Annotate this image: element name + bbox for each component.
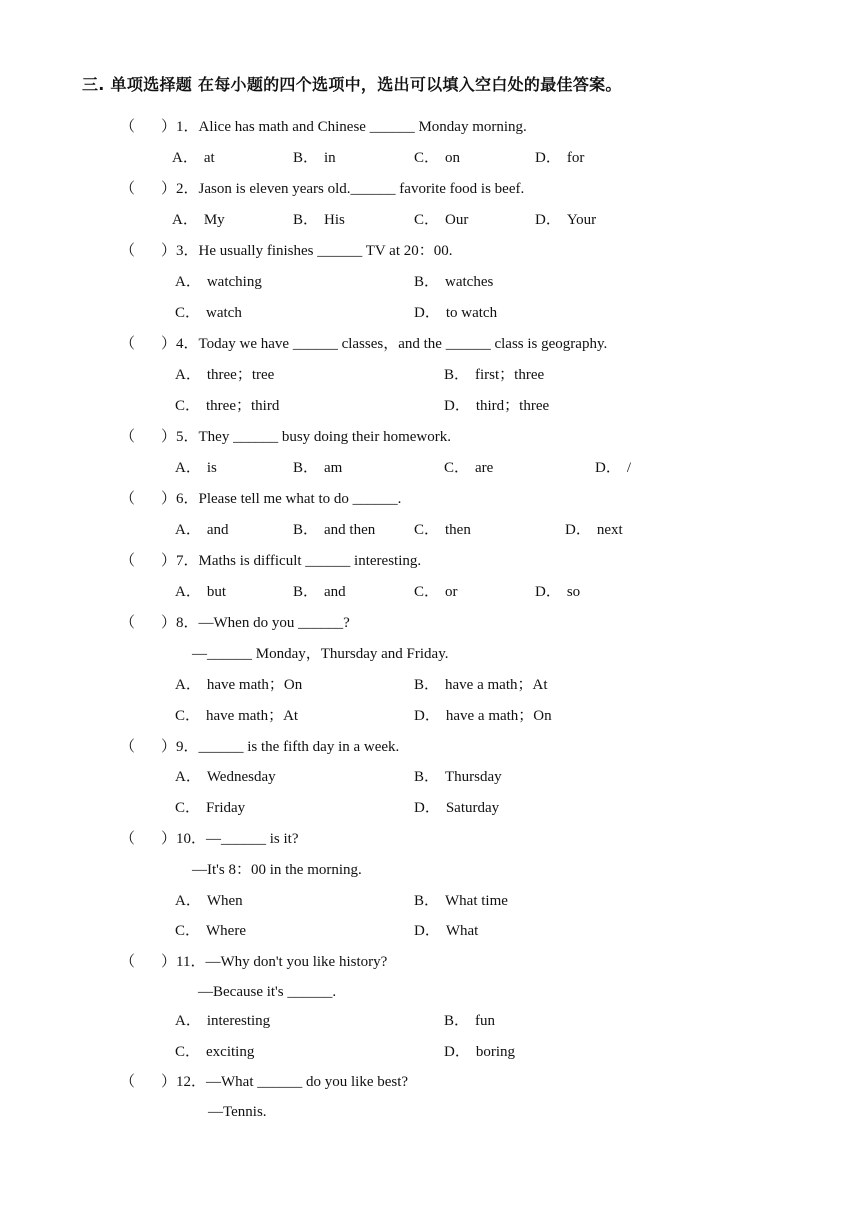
option-text: on bbox=[445, 150, 461, 166]
option-c bbox=[444, 459, 493, 477]
option-d bbox=[414, 799, 499, 817]
option-letter: D． bbox=[565, 522, 591, 538]
option-text: to watch bbox=[445, 305, 498, 321]
answer-paren-close: ） bbox=[161, 491, 177, 507]
option-letter: D． bbox=[535, 584, 561, 600]
question-stem: 10．—______ is it? bbox=[176, 831, 299, 847]
option-text: Where bbox=[206, 923, 246, 939]
question-stem: 1．Alice has math and Chinese ______ Monday morning. bbox=[176, 119, 527, 135]
answer-paren-close: ） bbox=[161, 336, 177, 352]
answer-paren-close: ） bbox=[161, 1074, 177, 1090]
option-b bbox=[293, 459, 342, 477]
option-text: My bbox=[203, 212, 225, 228]
option-letter: D． bbox=[535, 212, 561, 228]
option-letter: B． bbox=[444, 367, 470, 383]
option-c bbox=[175, 1043, 254, 1061]
answer-paren-open: （ bbox=[120, 243, 136, 259]
answer-paren-close: ） bbox=[161, 954, 177, 970]
option-letter: C． bbox=[414, 584, 440, 600]
option-b bbox=[293, 149, 336, 167]
option-letter: A． bbox=[175, 769, 201, 785]
option-letter: D． bbox=[444, 398, 470, 414]
option-text: three；tree bbox=[206, 367, 275, 383]
question-stem: 5．They ______ busy doing their homework. bbox=[176, 429, 451, 445]
option-letter: C． bbox=[444, 460, 470, 476]
option-a bbox=[175, 521, 229, 539]
answer-paren-open: （ bbox=[120, 615, 136, 631]
option-letter: A． bbox=[175, 1013, 201, 1029]
option-b bbox=[293, 583, 346, 601]
option-letter: A． bbox=[175, 274, 201, 290]
option-text: watching bbox=[206, 274, 262, 290]
answer-paren-open: （ bbox=[120, 739, 136, 755]
option-letter: D． bbox=[414, 305, 440, 321]
option-letter: C． bbox=[414, 212, 440, 228]
option-letter: B． bbox=[414, 893, 440, 909]
option-letter: C． bbox=[414, 150, 440, 166]
option-letter: A． bbox=[175, 522, 201, 538]
option-letter: B． bbox=[414, 769, 440, 785]
option-b bbox=[293, 521, 375, 539]
option-letter: D． bbox=[595, 460, 621, 476]
option-d bbox=[414, 922, 478, 940]
option-text: are bbox=[475, 460, 494, 476]
option-text: is bbox=[206, 460, 217, 476]
option-text: Our bbox=[445, 212, 469, 228]
option-text: or bbox=[445, 584, 458, 600]
option-text: third；three bbox=[475, 398, 550, 414]
option-text: Wednesday bbox=[206, 769, 276, 785]
option-letter: C． bbox=[175, 923, 201, 939]
option-text: exciting bbox=[206, 1044, 255, 1060]
answer-paren-open: （ bbox=[120, 491, 136, 507]
option-text: have math；On bbox=[206, 677, 303, 693]
option-text: first；three bbox=[475, 367, 545, 383]
answer-paren-close: ） bbox=[161, 831, 177, 847]
option-text: When bbox=[206, 893, 243, 909]
option-letter: C． bbox=[175, 305, 201, 321]
option-letter: A． bbox=[175, 893, 201, 909]
answer-paren-close: ） bbox=[161, 429, 177, 445]
option-text: Thursday bbox=[445, 769, 502, 785]
answer-paren-open: （ bbox=[120, 336, 136, 352]
option-c bbox=[175, 922, 246, 940]
option-a bbox=[175, 892, 243, 910]
question-stem: 12．—What ______ do you like best? bbox=[176, 1074, 409, 1090]
answer-paren-open: （ bbox=[120, 181, 136, 197]
option-b bbox=[293, 211, 345, 229]
option-c bbox=[414, 149, 460, 167]
answer-paren-close: ） bbox=[161, 739, 177, 755]
question-stem: 4．Today we have ______ classes，and the ______ class is geography. bbox=[176, 336, 608, 352]
option-a bbox=[175, 366, 274, 384]
option-c bbox=[175, 707, 298, 725]
option-letter: D． bbox=[444, 1044, 470, 1060]
option-letter: C． bbox=[175, 398, 201, 414]
option-d bbox=[535, 211, 596, 229]
option-text: and then bbox=[324, 522, 376, 538]
answer-paren-close: ） bbox=[161, 181, 177, 197]
answer-paren-open: （ bbox=[120, 954, 136, 970]
question-stem: 6．Please tell me what to do ______. bbox=[176, 491, 402, 507]
section-title: 三. 单项选择题 在每小题的四个选项中，选出可以填入空白处的最佳答案。 bbox=[82, 75, 622, 94]
option-letter: C． bbox=[414, 522, 440, 538]
option-letter: B． bbox=[293, 522, 319, 538]
option-letter: B． bbox=[293, 150, 319, 166]
option-c bbox=[414, 211, 468, 229]
option-letter: C． bbox=[175, 1044, 201, 1060]
question-stem: 3．He usually finishes ______ TV at 20：00. bbox=[176, 243, 453, 259]
dialogue-response: —Tennis. bbox=[208, 1104, 267, 1120]
option-d bbox=[414, 304, 497, 322]
option-text: have a math；At bbox=[445, 677, 548, 693]
option-text: fun bbox=[475, 1013, 496, 1029]
option-letter: A． bbox=[175, 460, 201, 476]
option-c bbox=[175, 799, 245, 817]
option-b bbox=[444, 1012, 495, 1030]
option-c bbox=[175, 397, 279, 415]
answer-paren-close: ） bbox=[161, 615, 177, 631]
option-text: / bbox=[626, 460, 632, 476]
answer-paren-open: （ bbox=[120, 429, 136, 445]
option-text: watches bbox=[445, 274, 494, 290]
option-a bbox=[175, 676, 302, 694]
option-b bbox=[414, 892, 508, 910]
option-a bbox=[175, 459, 217, 477]
option-text: so bbox=[566, 584, 581, 600]
option-text: watch bbox=[206, 305, 242, 321]
option-text: and bbox=[206, 522, 229, 538]
option-letter: A． bbox=[175, 677, 201, 693]
option-letter: B． bbox=[444, 1013, 470, 1029]
option-a bbox=[172, 211, 225, 229]
option-letter: B． bbox=[414, 677, 440, 693]
answer-paren-open: （ bbox=[120, 1074, 136, 1090]
option-a bbox=[175, 583, 226, 601]
option-letter: D． bbox=[535, 150, 561, 166]
option-letter: B． bbox=[293, 584, 319, 600]
option-text: in bbox=[324, 150, 336, 166]
option-a bbox=[172, 149, 215, 167]
option-d bbox=[565, 521, 623, 539]
question-stem: 8．—When do you ______? bbox=[176, 615, 350, 631]
option-letter: A． bbox=[175, 584, 201, 600]
option-text: next bbox=[596, 522, 623, 538]
option-a bbox=[175, 273, 262, 291]
option-text: interesting bbox=[206, 1013, 271, 1029]
answer-paren-close: ） bbox=[161, 243, 177, 259]
option-text: His bbox=[324, 212, 345, 228]
option-text: then bbox=[445, 522, 471, 538]
option-c bbox=[414, 583, 458, 601]
option-letter: A． bbox=[175, 367, 201, 383]
option-text: Friday bbox=[206, 800, 246, 816]
option-d bbox=[414, 707, 552, 725]
option-text: three；third bbox=[206, 398, 280, 414]
option-letter: C． bbox=[175, 708, 201, 724]
answer-paren-open: （ bbox=[120, 831, 136, 847]
answer-paren-open: （ bbox=[120, 119, 136, 135]
dialogue-response: —______ Monday，Thursday and Friday. bbox=[192, 646, 449, 662]
answer-paren-open: （ bbox=[120, 553, 136, 569]
option-letter: D． bbox=[414, 708, 440, 724]
option-b bbox=[414, 768, 502, 786]
answer-paren-close: ） bbox=[161, 119, 177, 135]
option-text: boring bbox=[475, 1044, 516, 1060]
option-c bbox=[414, 521, 471, 539]
dialogue-response: —It's 8：00 in the morning. bbox=[192, 862, 362, 878]
option-text: and bbox=[324, 584, 346, 600]
option-letter: A． bbox=[172, 212, 198, 228]
option-letter: A． bbox=[172, 150, 198, 166]
option-text: have a math；On bbox=[445, 708, 552, 724]
option-a bbox=[175, 768, 276, 786]
question-stem: 11．—Why don't you like history? bbox=[176, 954, 388, 970]
option-letter: C． bbox=[175, 800, 201, 816]
option-a bbox=[175, 1012, 270, 1030]
option-d bbox=[535, 149, 584, 167]
option-text: Your bbox=[566, 212, 597, 228]
dialogue-response: —Because it's ______. bbox=[198, 984, 337, 1000]
option-d bbox=[535, 583, 580, 601]
option-c bbox=[175, 304, 242, 322]
question-stem: 7．Maths is difficult ______ interesting. bbox=[176, 553, 422, 569]
option-letter: D． bbox=[414, 800, 440, 816]
option-letter: B． bbox=[293, 212, 319, 228]
option-b bbox=[444, 366, 544, 384]
option-d bbox=[444, 1043, 515, 1061]
option-b bbox=[414, 676, 547, 694]
option-text: What time bbox=[445, 893, 508, 909]
option-letter: D． bbox=[414, 923, 440, 939]
option-letter: B． bbox=[293, 460, 319, 476]
option-text: but bbox=[206, 584, 227, 600]
option-text: for bbox=[566, 150, 585, 166]
question-stem: 9．______ is the fifth day in a week. bbox=[176, 739, 400, 755]
answer-paren-close: ） bbox=[161, 553, 177, 569]
option-text: Saturday bbox=[445, 800, 500, 816]
option-text: at bbox=[203, 150, 215, 166]
option-d bbox=[444, 397, 549, 415]
option-d bbox=[595, 459, 631, 477]
option-letter: B． bbox=[414, 274, 440, 290]
option-text: have math；At bbox=[206, 708, 299, 724]
option-text: am bbox=[324, 460, 343, 476]
option-b bbox=[414, 273, 493, 291]
question-stem: 2．Jason is eleven years old.______ favorite food is beef. bbox=[176, 181, 525, 197]
option-text: What bbox=[445, 923, 479, 939]
